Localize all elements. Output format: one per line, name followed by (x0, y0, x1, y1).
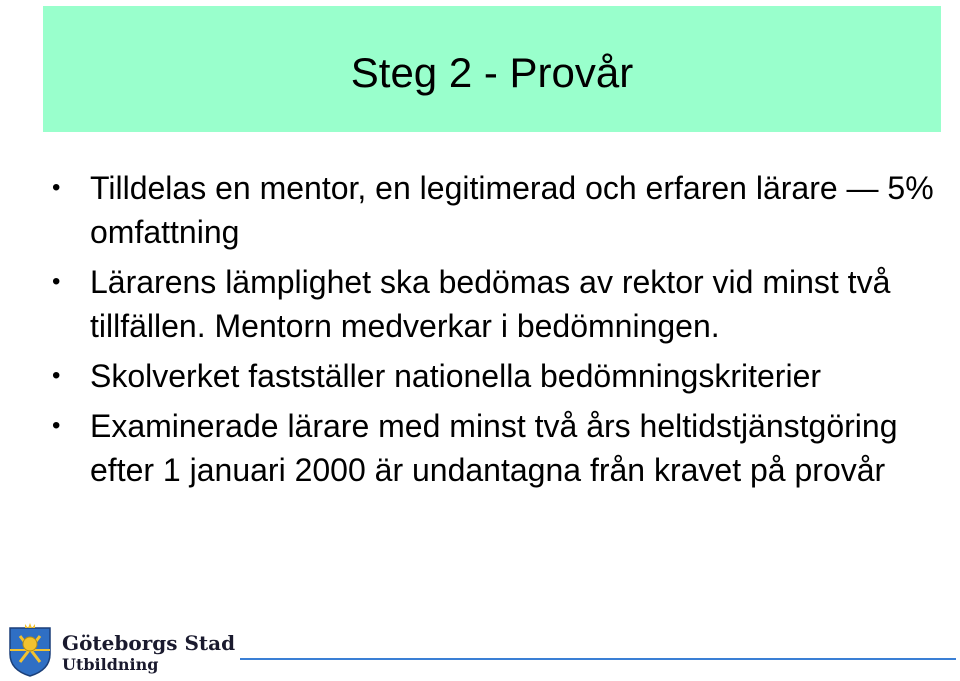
footer (0, 620, 960, 681)
bullet-item (52, 404, 942, 492)
bullet-text: Tilldelas en mentor, en legitimerad och erfaren lärare — 5% omfattning (90, 170, 934, 250)
bullet-item (52, 354, 942, 398)
footer-divider (240, 658, 956, 660)
bullet-icon: • (52, 268, 61, 295)
city-crest-icon (5, 622, 55, 678)
organization-name: Göteborgs Stad (62, 631, 236, 655)
bullet-item (52, 260, 942, 348)
title-banner (43, 6, 941, 132)
bullet-icon: • (52, 412, 61, 439)
slide-title: Steg 2 - Provår (350, 49, 634, 96)
bullet-icon: • (52, 174, 61, 201)
organization-department: Utbildning (62, 655, 159, 674)
bullet-text: Lärarens lämplighet ska bedömas av rektor vid minst två tillfällen. Mentorn medverkar i bedömningen. (90, 264, 891, 344)
bullet-text: Examinerade lärare med minst två års heltidstjänstgöring efter 1 januari 2000 är undantagna från kravet på provår (90, 408, 898, 488)
bullet-text: Skolverket fastställer nationella bedömningskriterier (90, 358, 822, 394)
bullet-list (52, 166, 942, 492)
bullet-icon: • (52, 362, 61, 389)
bullet-item (52, 166, 942, 254)
